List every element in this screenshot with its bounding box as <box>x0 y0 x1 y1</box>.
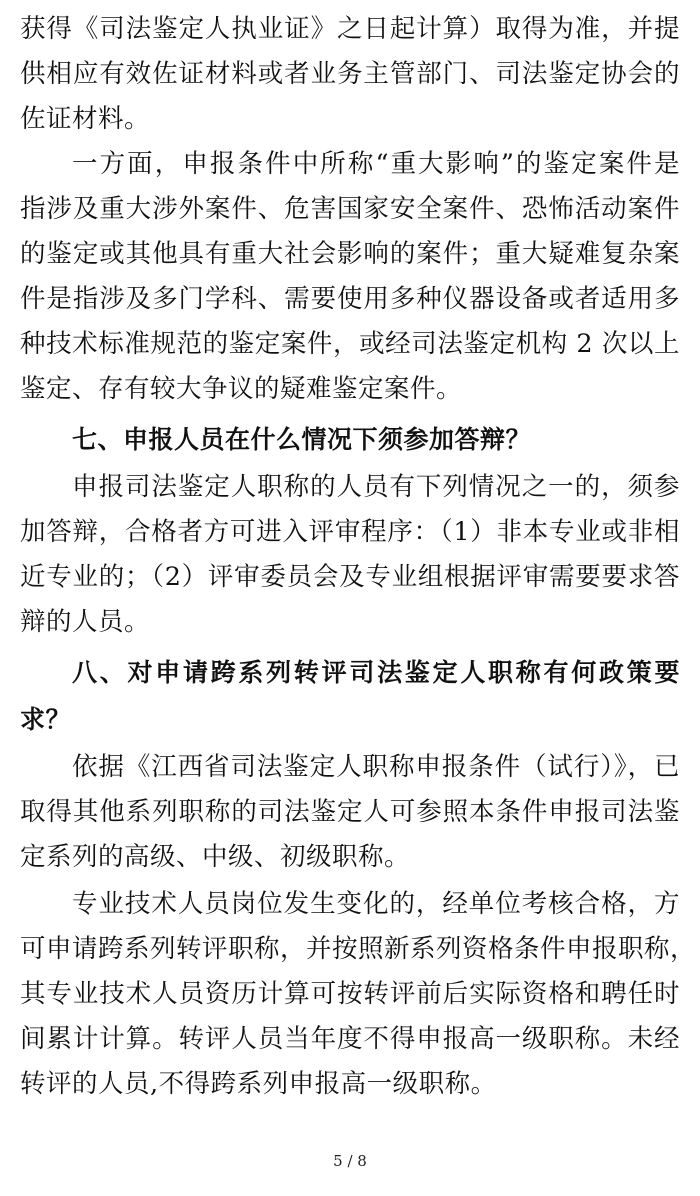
text-line: 定系列的高级、中级、初级职称。 <box>20 842 411 872</box>
text-line: 种技术标准规范的鉴定案件，或经司法鉴定机构 2 次以上 <box>20 329 680 359</box>
text-line: 申报司法鉴定人职称的人员有下列情况之一的，须参 <box>72 472 680 502</box>
text-line: 近专业的；（2）评审委员会及专业组根据评审需要要求答 <box>20 562 680 592</box>
page-number: 5 / 8 <box>333 1152 367 1170</box>
text-line: 辩的人员。 <box>20 607 151 637</box>
text-line: 件是指涉及多门学科、需要使用多种仪器设备或者适用多 <box>20 284 680 314</box>
section-heading-7: 七、申报人员在什么情况下须参加答辩？ <box>72 425 532 454</box>
text-line: 供相应有效佐证材料或者业务主管部门、司法鉴定协会的 <box>20 59 680 89</box>
text-line: 专业技术人员岗位发生变化的，经单位考核合格，方 <box>72 889 680 919</box>
text-line: 一方面，申报条件中所称“重大影响”的鉴定案件是 <box>72 149 680 179</box>
text-line: 佐证材料。 <box>20 104 151 134</box>
text-line: 指涉及重大涉外案件、危害国家安全案件、恐怖活动案件 <box>20 194 680 224</box>
text-line: 加答辩，合格者方可进入评审程序：（1）非本专业或非相 <box>20 517 680 547</box>
text-line: 其专业技术人员资历计算可按转评前后实际资格和聘任时 <box>20 979 680 1009</box>
text-line: 鉴定、存有较大争议的疑难鉴定案件。 <box>20 374 463 404</box>
text-line: 取得其他系列职称的司法鉴定人可参照本条件申报司法鉴 <box>20 797 680 827</box>
text-line: 可申请跨系列转评职称，并按照新系列资格条件申报职称， <box>20 934 697 964</box>
text-line: 的鉴定或其他具有重大社会影响的案件；重大疑难复杂案 <box>20 239 680 269</box>
text-line: 间累计计算。转评人员当年度不得申报高一级职称。未经 <box>20 1024 680 1054</box>
text-line: 获得《司法鉴定人执业证》之日起计算）取得为准，并提 <box>20 14 680 44</box>
section-heading-8-cont: 求？ <box>20 705 72 734</box>
section-heading-8: 八、对申请跨系列转评司法鉴定人职称有何政策要 <box>72 658 680 687</box>
text-line: 转评的人员,不得跨系列申报高一级职称。 <box>20 1069 497 1099</box>
text-line: 依据《江西省司法鉴定人职称申报条件（试行）》，已 <box>72 752 680 782</box>
